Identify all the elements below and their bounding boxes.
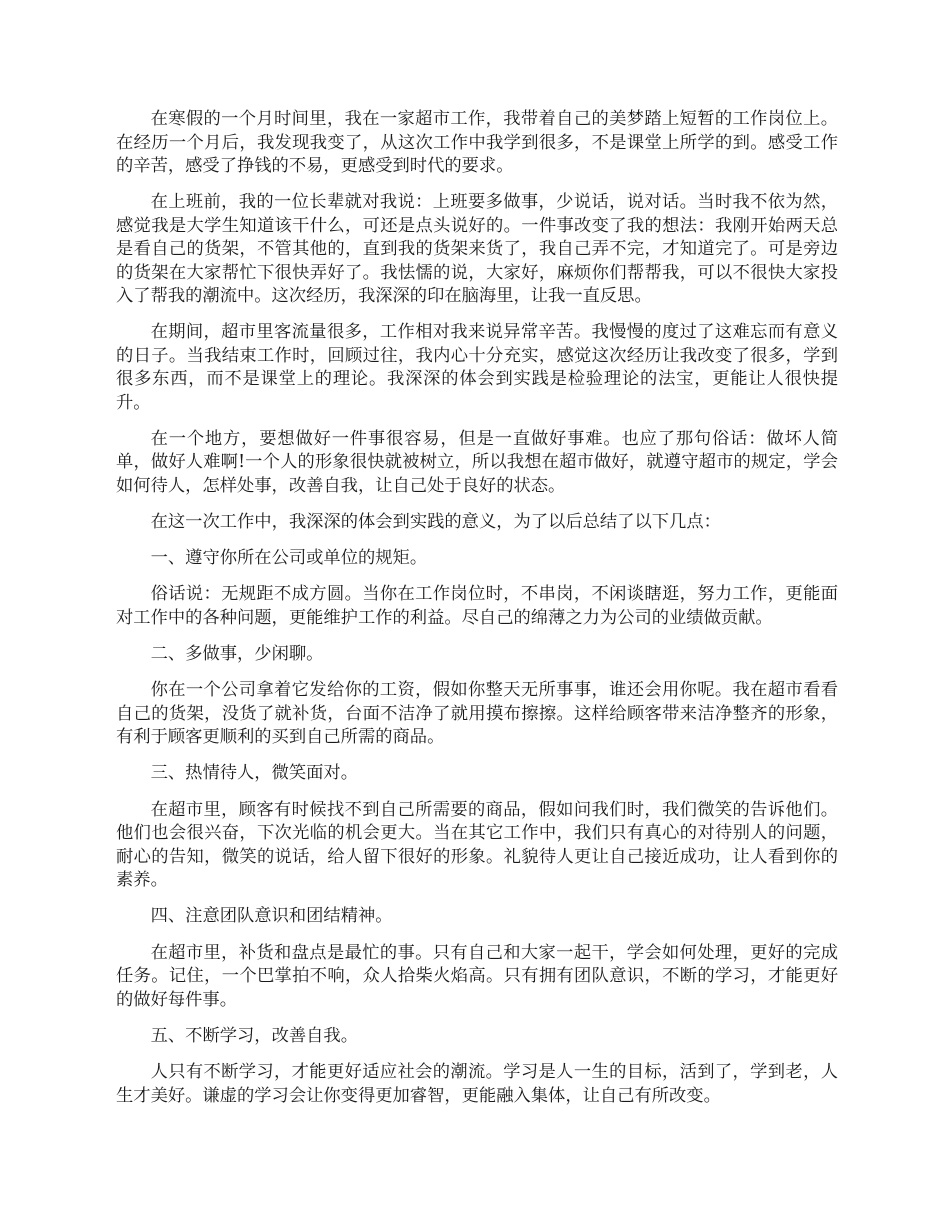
section-body-1: 俗话说：无规距不成方圆。当你在工作岗位时，不串岗，不闲谈瞎逛，努力工作，更能面对工作中的各种问题，更能维护工作的利益。尽自己的绵薄之力为公司的业绩做贡献。 [116,584,838,628]
section-body-3: 在超市里，顾客有时候找不到自己所需要的商品，假如问我们时，我们微笑的告诉他们。他们也会很兴奋，下次光临的机会更大。当在其它工作中，我们只有真心的对待别人的问题，耐心的告知，微笑的说话，给人留下很好的形象。礼貌待人更让自己接近成功，让人看到你的素养。 [116,799,838,890]
document-body [116,108,838,1121]
section-body-5: 人只有不断学习，才能更好适应社会的潮流。学习是人一生的目标，活到了，学到老，人生才美好。谦虚的学习会让你变得更加睿智，更能融入集体，让自己有所改变。 [116,1062,838,1106]
paragraph-doing-good: 在一个地方，要想做好一件事很容易，但是一直做好事难。也应了那句俗话：做坏人简单，做好人难啊!一个人的形象很快就被树立，所以我想在超市做好，就遵守超市的规定，学会如何待人，怎样处事，改善自我，让自己处于良好的状态。 [116,428,838,496]
paragraph-before-work: 在上班前，我的一位长辈就对我说：上班要多做事，少说话，说对话。当时我不依为然，感觉我是大学生知道该干什么，可还是点头说好的。一件事改变了我的想法：我刚开始两天总是看自己的货架，不管其他的，直到我的货架来货了，我自己弄不完，才知道完了。可是旁边的货架在大家帮忙下很快弄好了。我怯懦的说，大家好，麻烦你们帮帮我，可以不很快大家投入了帮我的潮流中。这次经历，我深深的印在脑海里，让我一直反思。 [116,192,838,306]
section-heading-1: 一、遵守你所在公司或单位的规矩。 [150,547,428,568]
section-heading-4: 四、注意团队意识和团结精神。 [150,906,393,926]
paragraph-during-work: 在期间，超市里客流量很多，工作相对我来说异常辛苦。我慢慢的度过了这难忘而有意义的日子。当我结束工作时，回顾过往，我内心十分充实，感觉这次经历让我改变了很多，学到很多东西，而不是课堂上的理论。我深深的体会到实践是检验理论的法宝，更能让人很快提升。 [116,322,838,413]
section-body-2: 你在一个公司拿着它发给你的工资，假如你整天无所事事，谁还会用你呢。我在超市看看自己的货架，没货了就补货，台面不洁净了就用摸布擦擦。这样给顾客带来洁净整齐的形象，有利于顾客更顺利的买到自己所需的商品。 [116,680,838,747]
paragraph-summary-intro: 在这一次工作中，我深深的体会到实践的意义，为了以后总结了以下几点： [150,511,721,532]
section-heading-5: 五、不断学习，改善自我。 [150,1025,358,1046]
section-heading-2: 二、多做事，少闲聊。 [150,643,324,664]
paragraph-intro: 在寒假的一个月时间里，我在一家超市工作，我带着自己的美梦踏上短暂的工作岗位上。在经历一个月后，我发现我变了，从这次工作中我学到很多，不是课堂上所学的到。感受工作的辛苦，感受了挣钱的不易，更感受到时代的要求。 [116,109,838,176]
section-heading-3: 三、热情待人，微笑面对。 [150,763,358,783]
section-body-4: 在超市里，补货和盘点是最忙的事。只有自己和大家一起干，学会如何处理，更好的完成任务。记住，一个巴掌拍不响，众人拾柴火焰高。只有拥有团队意识，不断的学习，才能更好的做好每件事。 [116,942,838,1010]
